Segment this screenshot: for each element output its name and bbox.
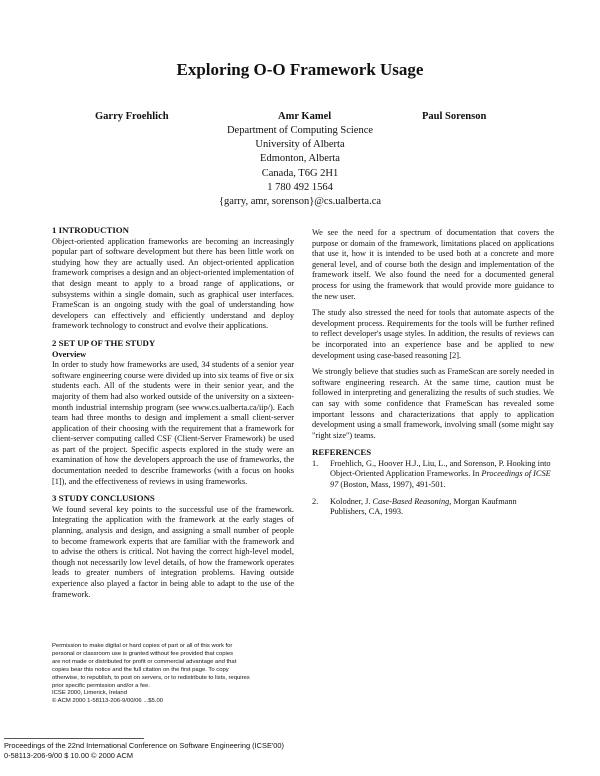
conclusions-paragraph-3: The study also stressed the need for tools that automate aspects of the development process. Requirements for the tools will be further refined to reflect developer's usage styles. In addition, the results of reviews can be incorporated into an experience base and be applied to new development using case-based reasoning [2]. [312, 308, 554, 360]
conclusions-paragraph-1: We found several key points to the successful use of the framework. Integrating the application with the framework at the early stages of planning, analysis and design, and assigning a small number of people to become framework experts that are familiar with the framework and to advise the others is critical. Not having the correct high-level model, though not necessarily low level details, of how the framework operates leads to greater numbers of integration problems. Having outside experience also played a factor in being able to adapt to the use of the framework. [52, 504, 294, 599]
permission-line: copies bear this notice and the full citation on the first page. To copy [52, 666, 229, 673]
permission-line: Permission to make digital or hard copies of part or all of this work for [52, 643, 233, 649]
affiliation-university: University of Alberta [255, 139, 345, 151]
intro-paragraph: Object-oriented application frameworks are becoming an increasingly popular part of software development but there has been little work on studying how they are actually used. An object-oriented application framework comprises a design and an object-oriented implementation of that design meant to apply to a broad range of applications, or subsystems within a single domain, such as graphical user interfaces. FrameScan is an ongoing study with the goal of understanding how developers can effectively and efficiently understand and deploy framework technology to construct and evolve their applications. [52, 236, 294, 331]
footer-divider [4, 738, 144, 739]
footer-proceedings: Proceedings of the 22nd International Conference on Software Engineering (ICSE'00) [4, 741, 284, 750]
permission-line: prior specific permission and/or a fee. [52, 682, 150, 689]
paper-title: Exploring O-O Framework Usage [176, 60, 424, 79]
permission-line: are not made or distributed for profit or commercial advantage and that [52, 658, 237, 665]
reference-item [312, 497, 554, 518]
affiliation-department: Department of Computing Science [226, 125, 374, 136]
permission-line: ICSE 2000, Limerick, Ireland [52, 690, 127, 697]
references-heading: REFERENCES [312, 447, 372, 458]
affiliation-email: {garry, amr, sorenson}@cs.ualberta.ca [218, 196, 382, 208]
permission-line: © ACM 2000 1-58113-206-9/00/06 ...$5.00 [52, 698, 163, 705]
author-2: Amr Kamel [278, 111, 332, 122]
right-column [312, 228, 554, 524]
affiliation-block [0, 124, 600, 209]
reference-details: , Morgan Kaufmann Publishers, CA, 1993. [330, 496, 517, 517]
intro-heading: 1 INTRODUCTION [52, 225, 129, 235]
affiliation-phone: 1 780 492 1564 [267, 181, 333, 193]
conclusions-paragraph-4: We strongly believe that studies such as FrameScan are sorely needed in software engineering research. At the same time, caution must be followed in interpreting and generalizing the results of such studies. We can say with some confidence that FrameScan has revealed some important lessons and characterizations that apply to application development using a small framework, involving small (some might say "right size") teams. [312, 367, 554, 440]
permission-line: otherwise, to republish, to post on servers, or to redistribute to lists, requires [52, 674, 250, 681]
reference-details: (Boston, Mass, 1997), 491-501. [338, 480, 446, 490]
affiliation-country: Canada, T6G 2H1 [261, 167, 339, 179]
footer-copyright: 0-58113-206-9/00 $ 10.00 © 2000 ACM [4, 750, 133, 760]
reference-item [312, 459, 554, 491]
reference-number: 2. [312, 496, 319, 506]
conclusions-heading: 3 STUDY CONCLUSIONS [52, 493, 155, 504]
reference-text [330, 459, 554, 491]
conclusions-paragraph-2: We see the need for a spectrum of documentation that covers the purpose or domain of the framework, limitations placed on applications that use it, how it is intended to be used both at a concrete and more general level, and of course both the design and implementation of the framework itself. We also found the need for a documented general process for using the framework that would provide more guidance to the new user. [312, 228, 554, 301]
author-3: Paul Sorenson [422, 111, 487, 122]
left-column [52, 225, 294, 600]
permission-line: personal or classroom use is granted without fee provided that copies [52, 650, 234, 657]
setup-heading: 2 SET UP OF THE STUDY [52, 337, 156, 348]
author-1: Garry Froehlich [95, 111, 169, 122]
reference-authors: Froehlich, G., Hoover H.J., Liu, L., and Sorenson, P. Hooking into Object-Oriented Application Frameworks. In [330, 458, 551, 479]
reference-number: 1. [312, 458, 319, 468]
reference-title: Case-Based Reasoning [372, 496, 450, 506]
affiliation-city: Edmonton, Alberta [260, 153, 340, 165]
setup-paragraph: In order to study how frameworks are used, 34 students of a senior year software engineering course were divided up into six teams of five or six students each. All of the students were in their senior year, and the majority of them had also worked outside of the university on a sixteen-month industrial internship program (see www.cs.ualberta.ca/iip/). Each team had three months to design and implement a small client-server application of their choosing with the requirement that a framework for client-server computing called CSF (Client-Server Framework) be used as part of the project. Specific aspects explored in the study were an examination of how the developers approach the use of frameworks, the documentation needed to describe frameworks (with a focus on hooks [1]), and the effectiveness of reviews in using frameworks. [52, 360, 294, 486]
setup-subheading: Overview [52, 349, 87, 359]
permission-notice [52, 643, 302, 706]
reference-authors: Kolodner, J. [330, 496, 373, 506]
reference-text [330, 497, 554, 518]
page-footer [4, 741, 284, 761]
reference-venue: Proceedings of ICSE 97 [330, 469, 551, 490]
